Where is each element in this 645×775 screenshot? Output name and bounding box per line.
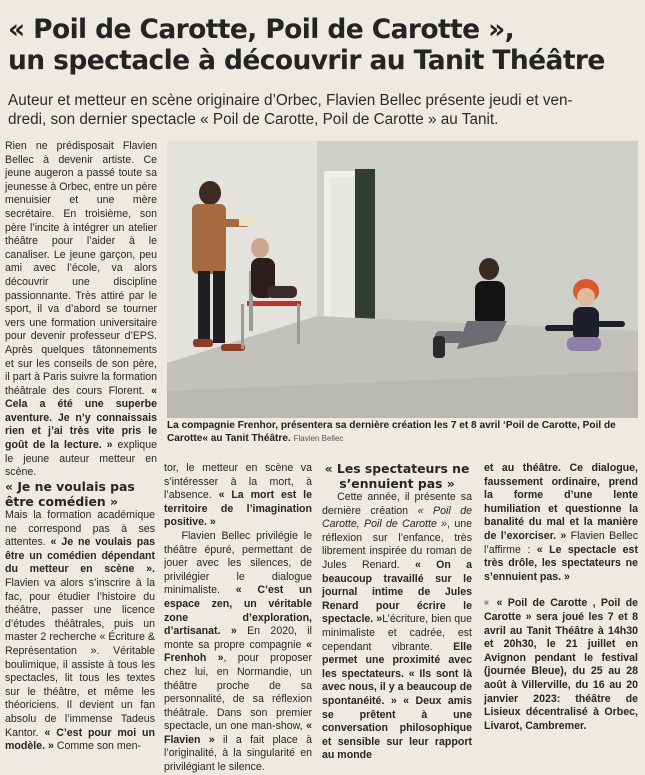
- article-column-3: [322, 462, 472, 763]
- column-c-quote-1: « La mort est le territoire de l’imagination positive. »: [164, 489, 312, 529]
- caption-text: La compagnie Frenhor, présentera sa dernière création les 7 et 8 avril ‘Poil de Carotte, Poil de Carotte« au Tanit Théâtre.: [167, 420, 616, 444]
- lede: [8, 91, 638, 129]
- column-d-text-1: Cette année, il présente sa dernière création: [322, 491, 472, 517]
- column-c-quote-2: « C’est un espace zen, un véritable zone d’exploration, d’artisanat. »: [164, 584, 312, 638]
- article-column-2: [164, 462, 312, 775]
- show-dates-info: « Poil de Carotte , Poil de Carotte » sera joué les 7 et 8 avril au Tanit Théâtre à 14h30 et 20h30, le 21 juillet en Avignon pendant le festival (journée Bleue), du 25 au 28 août à Villerville, du 16 au 20 janvier 2023: théâtre de Lisieux décentralisé à Orbec, Livarot, Cambremer.: [484, 597, 638, 732]
- lede-line-2: dredi, son dernier spectacle « Poil de Carotte, Poil de Carotte » au Tanit.: [8, 111, 499, 128]
- column-b-text-2: Flavien va alors s’inscrire à la fac, pour étudier l’histoire du théâtre, passer une licence d’études théâtrales, puis un master 2 recherche « Écriture & Représentation ». Véritable boulimique, il assiste à tous les spectacles, lit tous les textes sur le théâtre, et même les théoriciens. Il devient un fan absolu de l’immense Tadeus Kantor.: [5, 576, 155, 739]
- column-c-text-2: Flavien Bellec privilégie le théâtre épuré, permettant de jouer avec les silences, de privilégier le dialogue minimaliste.: [164, 529, 312, 597]
- square-bullet-icon: ■: [484, 598, 492, 608]
- headline-line-2: un spectacle à découvrir au Tanit Théâtre: [8, 45, 605, 76]
- column-c-text-5: il a fait place à l’originalité, à la singularité en privilégiant le silence.: [164, 733, 312, 774]
- column-d-quote-2: Elle permet une proximité avec les spectateurs. « Ils sont là avec nous, il y a beaucoup de spontanéité. » « Deux amis se prêtent à une conversation philosophique et sensible sur leur rapport au monde: [322, 640, 472, 762]
- column-b-text-3: Comme son men-: [53, 740, 142, 753]
- intro-paragraph: Rien ne prédisposait Flavien Bellec à devenir artiste. Ce jeune augeron a passé toute sa jeunesse à Orbec, entre un père menuisier et une mère secrétaire. En troisième, son père l’incite à intégrer un atelier théâtre pour l’aider à le canaliser. Le jeune garçon, peu ami avec l’école, va alors découvrir une discipline passionnante. Très attiré par le sport, il va d’abord se tourner vers une formation universitaire pour devenir professeur d’EPS. Après quelques tâtonnements et sur les conseils de son père, il part à Paris suivre la formation théâtrale des cours Florent.: [5, 140, 157, 397]
- column-e-quote-2: « Le spectacle est très drôle, les spectateurs ne s’ennuient pas. »: [484, 543, 638, 583]
- headline-line-1: « Poil de Carotte, Poil de Carotte »,: [8, 14, 515, 45]
- photo-credit: Flavien Bellec: [293, 433, 344, 443]
- photo-caption: [167, 420, 639, 445]
- article-column-1-bottom: [5, 480, 155, 754]
- column-b-text-1: Mais la formation académique ne correspond pas à ses attentes.: [5, 509, 155, 549]
- column-c-text-1: tor, le metteur en scène va s’intéresser à la mort, à l’absence.: [164, 462, 312, 502]
- column-c-quote-3: « Frenhoh »: [164, 638, 312, 665]
- column-e-text-1: Flavien Bellec l’affirme :: [484, 529, 638, 556]
- column-c-quote-4: « Flavien »: [164, 720, 312, 746]
- lede-line-1: Auteur et metteur en scène originaire d’Orbec, Flavien Bellec présente jeudi et ven-: [8, 92, 573, 109]
- column-d-quote-1: « On a beaucoup travaillé sur le journal intime de Jules Renard pour écrire le spectacle. »: [322, 558, 472, 626]
- subhead-1: « Je ne voulais pas être comédien »: [5, 479, 135, 509]
- column-d-text-3: L’écriture, bien que minimaliste et cadrée, est cependant vibrante.: [322, 613, 472, 653]
- stage-photo-icon: [167, 141, 638, 418]
- article-column-1-top: [5, 140, 157, 480]
- column-c-text-4: , pour proposer chez lui, en Normandie, un théâtre proche de sa personnalité, de sa réflexion théâtrale. Dans son premier spectacle, un one man-show,: [164, 652, 312, 733]
- column-d-title: « Poil de Carotte, Poil de Carotte »: [322, 504, 472, 531]
- stage-photo: [167, 141, 638, 418]
- intro-end: explique le jeune auteur metteur en scène.: [5, 439, 157, 479]
- article-column-4: [484, 462, 638, 733]
- column-c-text-3: En 2020, il monte sa propre compagnie: [164, 625, 312, 651]
- headline: [8, 14, 638, 76]
- column-b-quote-2: « C’est pour moi un modèle. »: [5, 726, 155, 753]
- column-d-text-2: , une réflexion sur l’enfance, très librement inspirée du roman de Jules Renard.: [322, 518, 473, 571]
- subhead-2: « Les spectateurs ne s’ennuient pas »: [324, 461, 470, 491]
- column-e-quote-1: et au théâtre. Ce dialogue, faussement ordinaire, prend la forme d’une lente humiliation et questionne la banalité du mal et la manière de l’exorciser. »: [484, 462, 638, 542]
- column-b-quote-1: « Je ne voulais pas être un comédien dépendant du metteur en scène ».: [5, 536, 155, 576]
- intro-quote: « Cela a été une superbe aventure. Je n’y connaissais rien et j’ai très vite pris le goût de la lecture. »: [5, 384, 157, 452]
